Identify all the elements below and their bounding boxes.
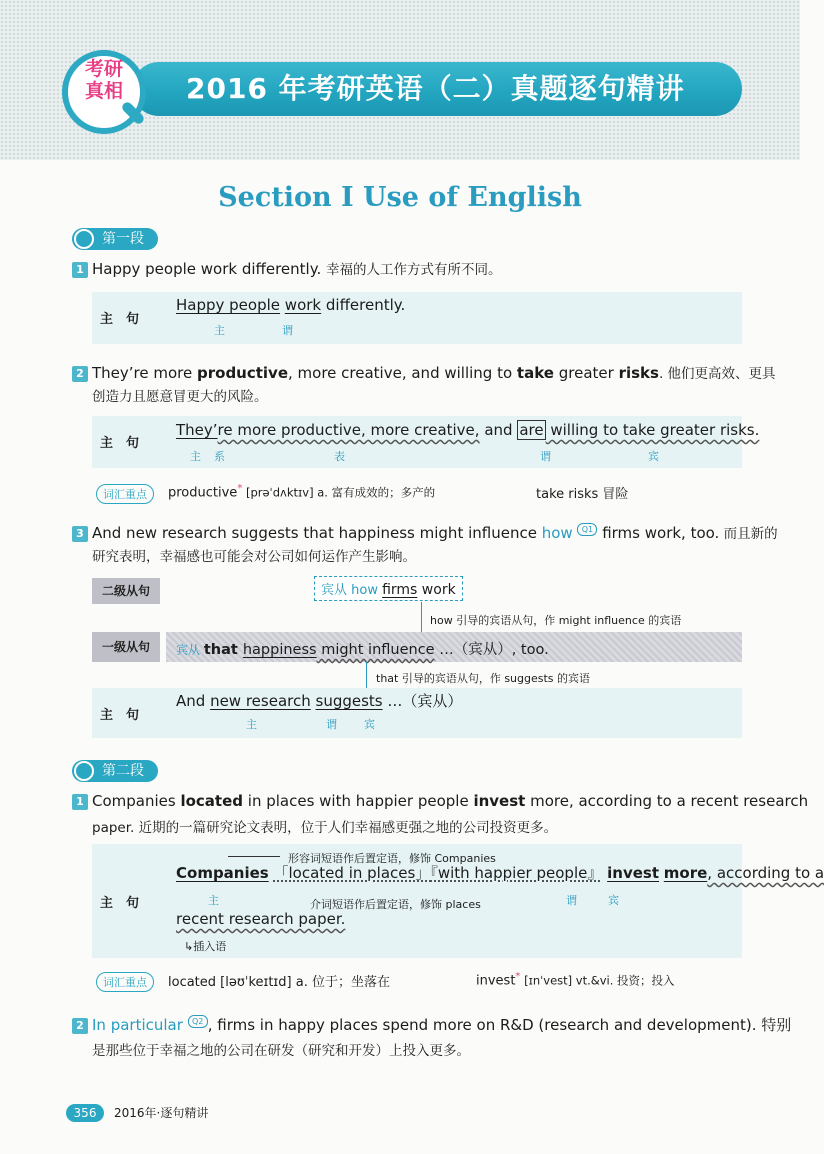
search-icon	[74, 761, 94, 781]
vocab-tag: 词汇重点	[96, 972, 154, 992]
sentence-2-1: Companies located in places with happier people invest more, according to a recent research	[92, 792, 809, 810]
vocab-entry: take risks 冒险	[536, 487, 629, 502]
box-label: 主 句	[100, 312, 140, 327]
level1-clause: 宾从 that happiness might influence …（宾从）, too.	[176, 642, 549, 658]
sentence-1-3: And new research suggests that happiness might influence how Q1 firms work, too. 而且新的	[92, 524, 778, 542]
box-sentence: And new research suggests …（宾从）	[176, 692, 463, 710]
level2-label: 二级从句	[92, 578, 160, 604]
box-sentence-line2: recent research paper.	[176, 910, 346, 928]
page-title: 2016 年考研英语（二）真题逐句精讲	[186, 72, 685, 105]
paragraph-pill-1: 第一段	[72, 228, 158, 250]
sentence-1-2: They’re more productive, more creative, and willing to take greater risks. 他们更高效、更具	[92, 364, 776, 382]
tag: 谓	[326, 718, 337, 731]
note: how 引导的宾语从句，作 might influence 的宾语	[430, 614, 682, 627]
sentence-cn: paper. 近期的一篇研究论文表明，位于人们幸福感更强之地的公司投资更多。	[92, 820, 558, 836]
tag: 宾	[648, 450, 659, 463]
search-icon	[74, 229, 94, 249]
box-label: 主 句	[100, 708, 140, 723]
page-number: 356	[66, 1104, 104, 1122]
box-sentence: They’re more productive, more creative, and are willing to take greater risks.	[176, 421, 760, 439]
sentence-1-1	[92, 256, 502, 283]
tag: 表	[334, 450, 345, 463]
tag: 主	[246, 718, 257, 731]
footer-text: 2016年·逐句精讲	[114, 1106, 209, 1120]
vocab-tag: 词汇重点	[96, 484, 154, 504]
sentence-cn: 研究表明，幸福感也可能会对公司如何运作产生影响。	[92, 549, 416, 565]
note: 介词短语作后置定语，修饰 places	[310, 898, 481, 911]
badge-label: 考研 真相	[84, 58, 123, 102]
sentence-number: 2	[72, 366, 88, 382]
sentence-2-2: In particular Q2 , firms in happy places spend more on R&D (research and development). 特别	[92, 1016, 792, 1034]
tag: 谓	[566, 894, 577, 907]
sentence-cn: 是那些位于幸福之地的公司在研发（研究和开发）上投入更多。	[92, 1043, 470, 1059]
sentence-number: 1	[72, 262, 88, 278]
tag-subject: 主	[214, 324, 225, 337]
level1-label: 一级从句	[92, 632, 160, 662]
tag-verb: 谓	[282, 324, 293, 337]
vocab-entry: invest* [ɪnˈvest] vt.&vi. 投资；投入	[476, 971, 675, 989]
tag: 主	[208, 894, 219, 907]
arrow-line	[366, 662, 367, 690]
paragraph-pill-2: 第二段	[72, 760, 158, 782]
tag: 宾	[608, 894, 619, 907]
arrow-line	[421, 602, 422, 632]
arrow-line	[228, 856, 280, 857]
sentence-number: 3	[72, 526, 88, 542]
note: ↳插入语	[184, 940, 227, 953]
box-sentence: Companies 「located in places」『with happier people』 invest more, according to a	[176, 864, 824, 882]
sentence-en: Happy people work differently.	[92, 260, 322, 278]
tag: 系	[214, 450, 225, 463]
vocab-entry: located [ləʊˈkeɪtɪd] a. 位于；坐落在	[168, 975, 390, 990]
sentence-cn: 创造力且愿意冒更大的风险。	[92, 389, 268, 405]
vocab-entry: productive* [prəˈdʌktɪv] a. 富有成效的；多产的	[168, 483, 436, 501]
section-title: Section Ⅰ Use of English	[218, 182, 582, 213]
note: 形容词短语作后置定语，修饰 Companies	[288, 852, 496, 865]
tag: 谓	[540, 450, 551, 463]
sentence-cn: 幸福的人工作方式有所不同。	[326, 262, 502, 278]
note: that 引导的宾语从句，作 suggests 的宾语	[376, 672, 591, 685]
box-sentence: Happy people work differently.	[176, 296, 406, 314]
box-label: 主 句	[100, 436, 140, 451]
level2-clause: 宾从 how firms work	[314, 576, 463, 601]
tag: 主	[190, 450, 201, 463]
box-label: 主 句	[100, 896, 140, 911]
sentence-number: 2	[72, 1018, 88, 1034]
tag: 宾	[364, 718, 375, 731]
sentence-number: 1	[72, 794, 88, 810]
